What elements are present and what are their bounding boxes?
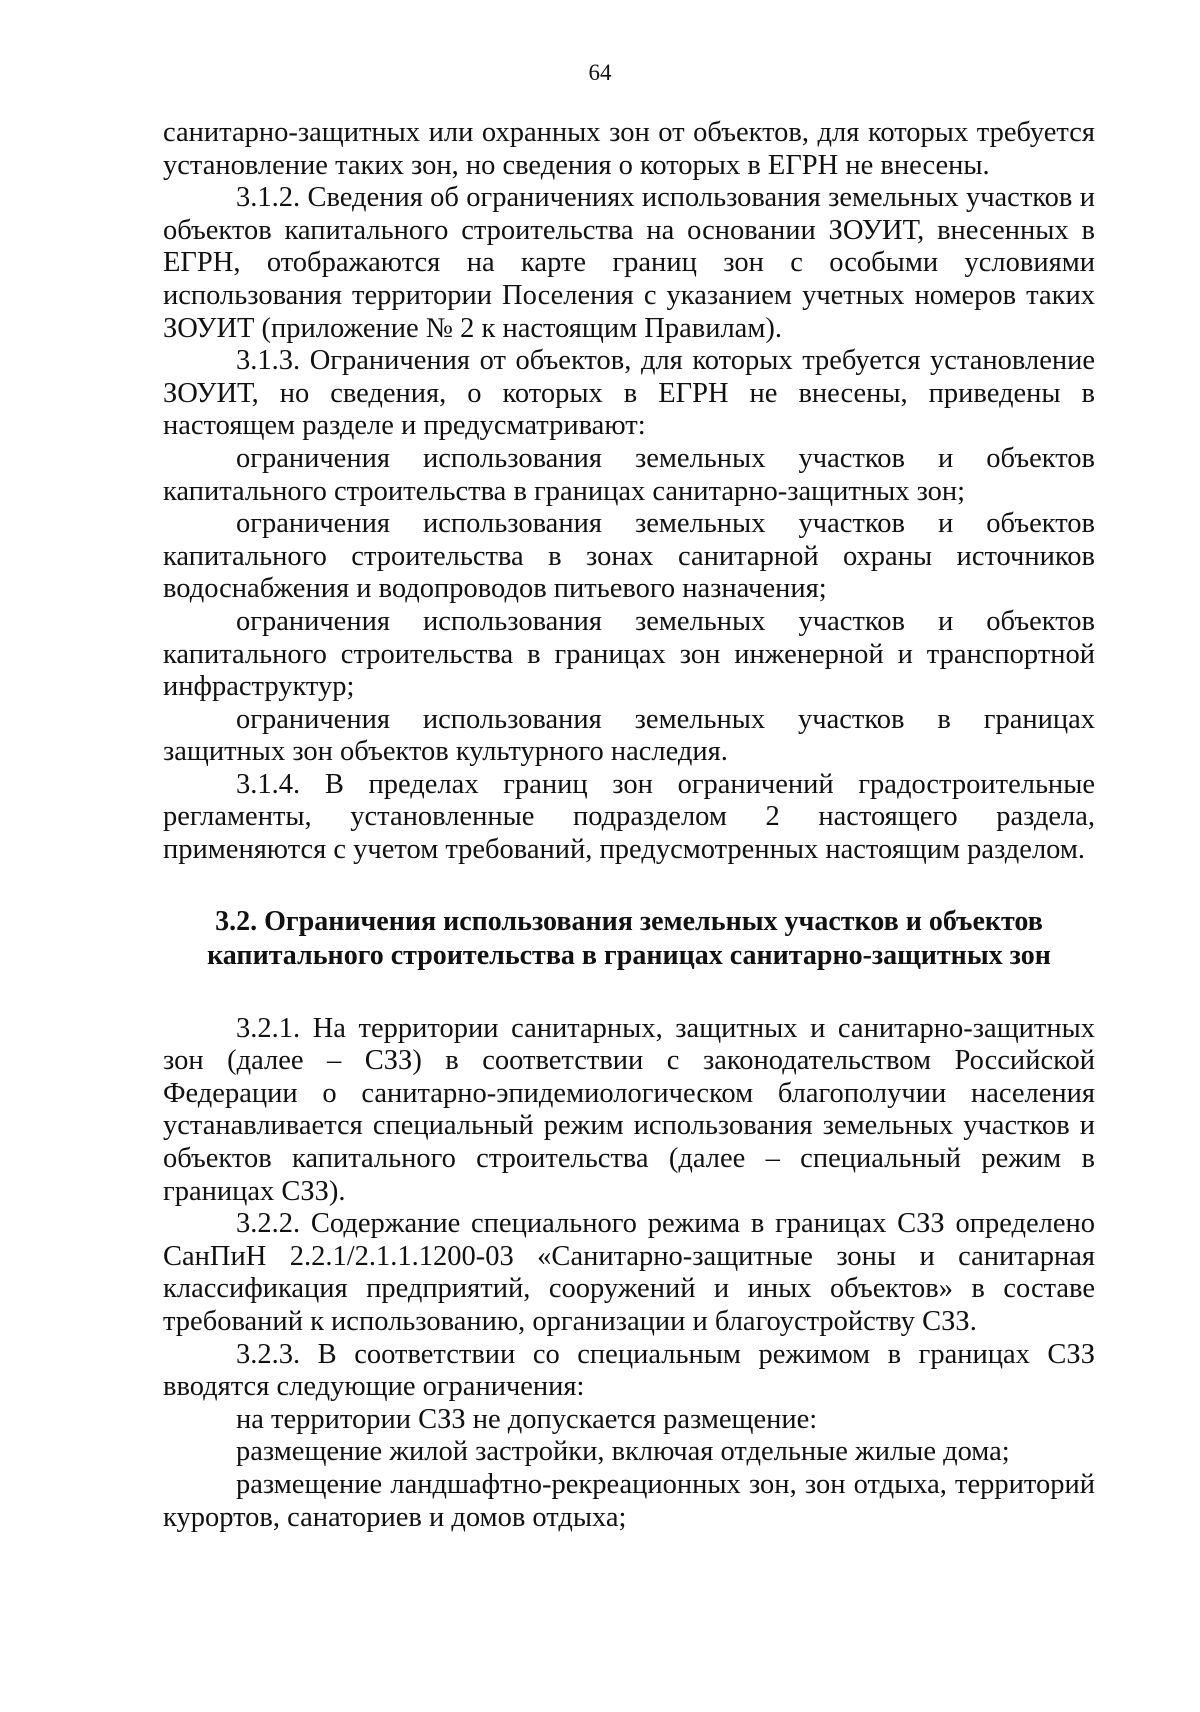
paragraph: ограничения использования земельных участков и объектов капитального строительства в границах санитарно-защитных зон; (163, 442, 1095, 507)
page-number: 64 (588, 60, 612, 85)
paragraph: 3.1.3. Ограничения от объектов, для которых требуется установление ЗОУИТ, но сведения, о которых в ЕГРН не внесены, приведены в настоящем разделе и предусматривают: (163, 345, 1095, 442)
paragraph: ограничения использования земельных участков и объектов капитального строительства в границах зон инженерной и транспортной инфраструктур; (163, 605, 1095, 703)
section-3-1-text (163, 117, 1095, 867)
paragraph: 3.1.2. Сведения об ограничениях использования земельных участков и объектов капитального строительства на основании ЗОУИТ, внесенных в ЕГРН, отображаются на карте границ зон с особыми условиями использования территории Поселения с указанием учетных номеров таких ЗОУИТ (приложение № 2 к настоящим Правилам). (163, 182, 1095, 344)
paragraph: размещение жилой застройки, включая отдельные жилые дома; (236, 1436, 1010, 1468)
paragraph: размещение ландшафтно-рекреационных зон, зон отдыха, территорий курортов, санаториев и домов отдыха; (163, 1468, 1095, 1533)
section-heading-line-1: 3.2. Ограничения использования земельных участков и объектов (215, 905, 1043, 937)
section-heading-line-2: капитального строительства в границах санитарно-защитных зон (207, 939, 1051, 971)
paragraph: 3.2.1. На территории санитарных, защитных и санитарно-защитных зон (далее – СЗЗ) в соответствии с законодательством Российской Федерации о санитарно-эпидемиологическом благополучии населения устанавливается специальный режим использования земельных участков и объектов капитального строительства (далее – специальный режим в границах СЗЗ). (163, 1012, 1095, 1207)
paragraph: 3.1.4. В пределах границ зон ограничений градостроительные регламенты, установленные подразделом 2 настоящего раздела, применяются с учетом требований, предусмотренных настоящим разделом. (163, 768, 1095, 866)
paragraph: на территории СЗЗ не допускается размещение: (236, 1403, 818, 1435)
section-3-2-text (163, 1013, 1095, 1535)
paragraph: 3.2.3. В соответствии со специальным режимом в границах СЗЗ вводятся следующие ограничения: (163, 1338, 1095, 1403)
paragraph: ограничения использования земельных участков в границах защитных зон объектов культурного наследия. (163, 703, 1095, 768)
document-body (163, 117, 1095, 1534)
paragraph: ограничения использования земельных участков и объектов капитального строительства в зонах санитарной охраны источников водоснабжения и водопроводов питьевого назначения; (163, 508, 1095, 605)
paragraph: 3.2.2. Содержание специального режима в границах СЗЗ определено СанПиН 2.2.1/2.1.1.1200-03 «Санитарно-защитные зоны и санитарная классификация предприятий, сооружений и иных объектов» в составе требований к использованию, организации и благоустройству СЗЗ. (163, 1208, 1095, 1337)
paragraph: санитарно-защитных или охранных зон от объектов, для которых требуется установление таких зон, но сведения о которых в ЕГРН не внесены. (163, 117, 1095, 181)
section-heading (163, 905, 1095, 973)
